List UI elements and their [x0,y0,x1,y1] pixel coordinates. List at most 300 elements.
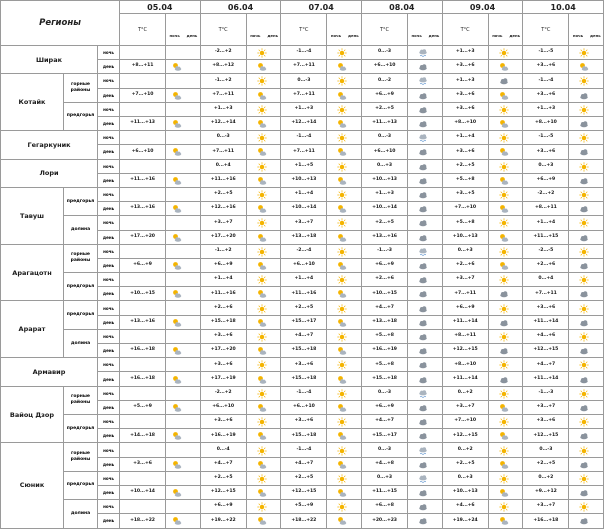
icon-header [327,14,362,46]
temp-cell [201,500,247,514]
icon-cell [569,145,604,159]
period-label [98,287,120,301]
partly-weather-icon [257,431,267,441]
cell-text: день [102,206,115,212]
sun-weather-icon [257,247,267,257]
cloud-weather-icon [418,176,428,186]
icon-cell [247,443,282,457]
cell-text: +3...+7 [536,503,556,509]
icon-cell [408,202,443,216]
cell-text: Арагацотн [12,268,52,277]
cell-text: +11...+15 [533,233,559,239]
partly-weather-icon [172,119,182,129]
temp-cell [523,60,569,74]
cell-text: +1...+4 [455,134,475,140]
table-header [0,0,604,46]
temp-cell [523,174,569,188]
temp-cell [523,145,569,159]
icon-cell [569,273,604,287]
partly-weather-icon [172,204,182,214]
partly-weather-icon [337,233,347,243]
sun-weather-icon [499,275,509,285]
partly-weather-icon [337,62,347,72]
cloud-weather-icon [418,119,428,129]
cell-text: день [102,319,115,325]
partly-weather-icon [499,233,509,243]
temp-cell [120,46,166,60]
partly-weather-icon [172,346,182,356]
sun-weather-icon [579,133,589,143]
temp-cell [523,330,569,344]
temp-cell [362,287,408,301]
cell-text: +4...+6 [536,333,556,339]
cell-text [120,131,165,144]
temp-cell [362,259,408,273]
cell-text [120,500,165,513]
partly-weather-icon [337,147,347,157]
snow-weather-icon [418,48,428,58]
cell-text: +15...+18 [291,347,317,353]
cloud-weather-icon [418,502,428,512]
period-label [98,330,120,344]
cell-text: +10...+14 [291,205,317,211]
sun-weather-icon [579,247,589,257]
icon-cell [569,415,604,429]
period-label [98,429,120,443]
temp-cell [443,472,489,486]
temp-cell [201,60,247,74]
icon-cell [569,174,604,188]
cloud-weather-icon [579,261,589,271]
cloud-weather-icon [418,261,428,271]
cell-text [120,188,165,201]
cell-text: +15...+17 [372,432,397,438]
temp-cell [523,316,569,330]
partly-weather-icon [337,403,347,413]
period-label [98,301,120,315]
temp-cell [362,145,408,159]
cell-text: +2...+5 [455,460,475,466]
temp-cell [523,89,569,103]
partly-weather-icon [172,318,182,328]
night-label: ночь [330,33,342,38]
cloud-weather-icon [579,318,589,328]
sun-weather-icon [579,190,589,200]
icon-cell [569,131,604,145]
cell-text: Ширак [35,55,63,64]
cell-text: +6...+10 [292,262,315,268]
icon-cell [408,188,443,202]
cell-text: день [102,433,115,439]
temp-cell [201,443,247,457]
cloud-weather-icon [418,162,428,172]
region-name [0,131,98,159]
cell-text: Гегаркуник [27,140,71,149]
period-label [98,401,120,415]
icon-cell [327,103,362,117]
partly-weather-icon [172,261,182,271]
cell-text: 0...+2 [457,389,473,395]
cell-text: ночь [103,447,114,453]
icon-cell [489,245,524,259]
icon-cell [327,486,362,500]
period-label [98,174,120,188]
temp-cell [201,245,247,259]
cell-text: день [102,518,115,524]
temp-cell [201,188,247,202]
temp-cell [362,358,408,372]
temp-cell [201,160,247,174]
icon-cell [247,231,282,245]
cell-text: +3...+6 [536,91,556,97]
cell-text: +6...+9 [375,91,394,97]
icon-cell [327,174,362,188]
icon-cell [166,174,201,188]
sun-weather-icon [257,304,267,314]
partly-weather-icon [172,516,182,526]
cell-text: +6...+8 [375,503,394,509]
icon-cell [166,245,201,259]
temp-cell [443,74,489,88]
icon-cell [247,131,282,145]
cell-text: Сюник [19,481,45,490]
day-label: день [428,33,440,38]
icon-cell [489,174,524,188]
cell-text: +2...+6 [213,304,233,310]
cell-text: +2...+6 [455,262,475,268]
partly-weather-icon [499,460,509,470]
icon-cell [408,103,443,117]
icon-cell [247,344,282,358]
icon-cell [327,245,362,259]
temp-cell [443,231,489,245]
temp-cell [281,202,327,216]
cloud-weather-icon [579,204,589,214]
cell-text: 0...+3 [377,475,392,481]
icon-cell [247,472,282,486]
temp-cell [523,103,569,117]
cell-text: +8...+11 [454,333,477,339]
period-label [98,160,120,174]
cloud-weather-icon [418,190,428,200]
cloud-weather-icon [418,403,428,413]
temp-cell [281,145,327,159]
temp-cell [362,316,408,330]
icon-cell [166,316,201,330]
icon-cell [408,316,443,330]
cell-text [120,301,165,314]
cell-text: +7...+11 [292,91,315,97]
temp-cell [443,60,489,74]
cell-text [120,216,165,229]
date-header-05.04 [120,0,201,14]
cloud-weather-icon [418,304,428,314]
cell-text: 0...-4 [216,446,230,452]
temp-cell [443,131,489,145]
cell-text: +19...+22 [210,517,236,523]
temp-cell [443,387,489,401]
date-header-08.04 [362,0,443,14]
temp-cell [281,330,327,344]
temp-cell [120,188,166,202]
cell-text: +11...+15 [372,489,397,495]
cell-text: +7...+11 [292,63,315,69]
temp-cell [120,245,166,259]
temp-cell [523,486,569,500]
temp-cell [201,117,247,131]
icon-cell [569,89,604,103]
cloud-weather-icon [579,91,589,101]
icon-cell [489,60,524,74]
temp-cell [443,330,489,344]
icon-header [489,14,524,46]
icon-cell [408,358,443,372]
cell-text: ночь [103,135,114,141]
temp-cell [443,401,489,415]
icon-cell [569,188,604,202]
cell-text: +4...+8 [375,460,394,466]
icon-cell [327,46,362,60]
temp-cell [443,301,489,315]
cell-text: Арарат [18,325,46,334]
cell-text: +7...+11 [534,290,557,296]
sun-weather-icon [579,218,589,228]
cell-text: +10...+15 [130,290,155,296]
temp-cell [443,415,489,429]
cell-text: +8...+10 [454,120,477,126]
night-label: ночь [250,33,261,38]
partly-weather-icon [172,375,182,385]
temp-cell [362,131,408,145]
temp-cell [120,60,166,74]
cell-text: +7...+10 [454,205,477,211]
icon-cell [408,372,443,386]
temp-label [443,14,489,46]
cell-text: +2...+6 [375,276,394,282]
cell-text: +11...+13 [372,120,397,126]
temp-cell [523,372,569,386]
icon-cell [166,429,201,443]
cell-text: +3...+6 [294,361,314,367]
cell-text: +11...+14 [533,318,559,324]
temp-cell [281,259,327,273]
partly-weather-icon [257,318,267,328]
partly-weather-icon [337,176,347,186]
icon-cell [327,458,362,472]
sun-weather-icon [579,417,589,427]
partly-weather-icon [257,233,267,243]
cell-text: +6...+10 [373,148,396,154]
temp-cell [443,245,489,259]
cell-text: предгорья [66,113,95,119]
icon-cell [569,387,604,401]
partly-weather-icon [257,119,267,129]
icon-cell [166,387,201,401]
icon-cell [166,372,201,386]
cloud-weather-icon [579,488,589,498]
cell-text: +12...+15 [210,489,236,495]
partly-weather-icon [257,460,267,470]
icon-cell [247,358,282,372]
icon-cell [166,486,201,500]
temp-cell [281,103,327,117]
temp-cell [201,46,247,60]
temp-cell [443,188,489,202]
partly-weather-icon [337,91,347,101]
partly-weather-icon [337,431,347,441]
cell-text: +10...+13 [291,177,317,183]
cell-text: предгорья [66,312,95,318]
cloud-weather-icon [418,375,428,385]
temp-cell [120,259,166,273]
region-name [0,245,64,302]
period-label [98,415,120,429]
cell-text: -2...-5 [538,248,554,253]
icon-cell [166,273,201,287]
cell-text: +5...+8 [455,219,475,225]
icon-cell [166,202,201,216]
region-name [0,301,64,358]
cell-text: 0...-3 [378,446,391,452]
temp-cell [523,458,569,472]
zone-name [64,301,98,329]
cell-text: +3...+7 [536,404,556,410]
icon-cell [247,46,282,60]
icon-cell [489,231,524,245]
cell-text: +6...+10 [212,404,235,410]
zone-name [64,103,98,131]
icon-cell [569,358,604,372]
cloud-weather-icon [418,516,428,526]
icon-cell [569,74,604,88]
temp-cell [281,117,327,131]
temp-cell [120,160,166,174]
icon-cell [489,160,524,174]
icon-cell [247,387,282,401]
temp-cell [443,514,489,528]
cell-text: 0...+4 [538,276,554,282]
icon-cell [408,472,443,486]
sun-weather-icon [579,389,589,399]
icon-cell [166,103,201,117]
icon-cell [247,372,282,386]
sun-weather-icon [579,162,589,172]
period-label [98,472,120,486]
cell-text: +1...+3 [455,49,475,55]
icon-cell [166,145,201,159]
cell-text: долина [70,510,91,516]
cell-text: 0...+2 [538,475,554,481]
cell-text: +3...+6 [455,148,475,154]
cell-text: +3...+6 [536,63,556,69]
cell-text: 0...-3 [297,77,311,83]
cell-text: +1...+3 [213,106,233,112]
partly-weather-icon [337,346,347,356]
temp-cell [362,89,408,103]
icon-cell [327,429,362,443]
temp-cell [362,372,408,386]
temp-cell [443,202,489,216]
zone-name [64,415,98,443]
temp-cell [201,387,247,401]
icon-cell [489,202,524,216]
cell-text: +6...+9 [213,503,233,509]
cell-text: +12...+15 [291,489,317,495]
icon-cell [408,401,443,415]
cell-text: +17...+20 [210,347,236,353]
partly-weather-icon [499,261,509,271]
icon-cell [327,330,362,344]
period-label [98,74,120,88]
partly-weather-icon [257,91,267,101]
cell-text: +11...+16 [291,290,317,296]
partly-weather-icon [337,516,347,526]
cell-text: +7...+11 [212,148,235,154]
cloud-weather-icon [579,375,589,385]
cloud-weather-icon [499,375,509,385]
icon-cell [489,103,524,117]
partly-weather-icon [257,261,267,271]
temp-cell [281,174,327,188]
icon-cell [327,415,362,429]
sun-weather-icon [257,502,267,512]
temp-cell [281,344,327,358]
partly-weather-icon [499,176,509,186]
icon-cell [166,415,201,429]
icon-cell [489,387,524,401]
icon-cell [327,131,362,145]
cell-text: T°C [218,26,228,33]
temp-cell [201,231,247,245]
cell-text: +20...+23 [372,517,397,523]
temp-cell [120,216,166,230]
temp-cell [281,458,327,472]
cell-text: T°C [379,26,390,33]
temp-cell [120,415,166,429]
cell-text: 0...+3 [538,162,554,168]
cell-text: +3...+6 [455,91,475,97]
icon-cell [569,202,604,216]
cell-text: предгорья [66,482,95,488]
partly-weather-icon [257,204,267,214]
cell-text: 0...-3 [378,389,391,395]
cell-text: +2...+5 [536,460,556,466]
cell-text: +5...+8 [455,177,475,183]
cell-text: +19...+24 [452,517,478,523]
icon-cell [327,301,362,315]
icon-cell [489,344,524,358]
icon-cell [327,443,362,457]
cell-text: +8...+11 [131,63,154,69]
icon-cell [569,500,604,514]
cloud-weather-icon [579,119,589,129]
cell-text: +3...+6 [536,148,556,154]
partly-weather-icon [499,431,509,441]
partly-weather-icon [337,119,347,129]
cell-text: -1...-4 [296,134,312,140]
cell-text: 10.04 [550,2,576,12]
cell-text: +4...+7 [213,460,233,466]
temp-cell [281,231,327,245]
cell-text: день [102,291,115,297]
cell-text: +3...+6 [294,418,314,424]
temp-cell [523,415,569,429]
temp-cell [443,273,489,287]
temp-cell [362,401,408,415]
cell-text: 09.04 [469,2,496,12]
day-label: день [267,33,278,38]
zone-name [64,245,98,273]
